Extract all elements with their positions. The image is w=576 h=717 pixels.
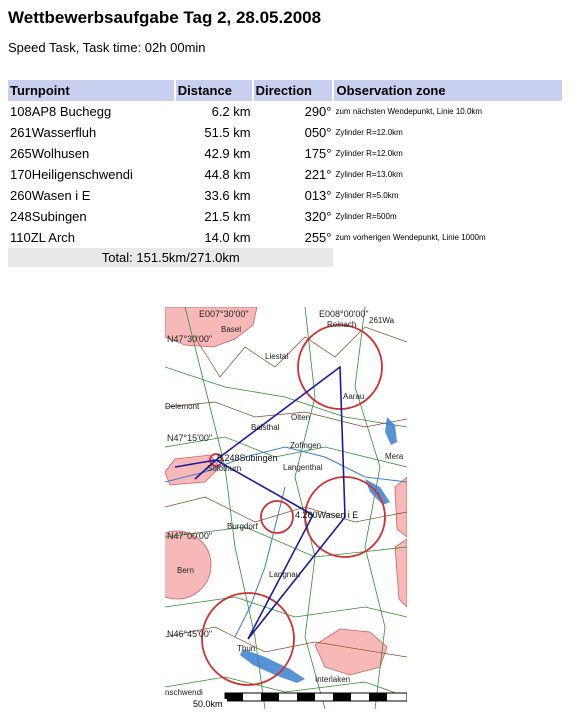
coord-label: N47°15'00" — [167, 433, 213, 443]
task-map — [165, 307, 407, 709]
scale-label: 50.0km — [193, 699, 223, 709]
border-line — [165, 402, 407, 427]
col-observation-zone: Observation zone — [333, 80, 563, 101]
table-row — [8, 164, 563, 185]
place-label: Delemont — [165, 402, 200, 411]
place-label: Zofingen — [290, 441, 322, 450]
scale-seg — [369, 693, 387, 701]
coord-label: E008°00'00" — [319, 309, 369, 319]
table-row — [8, 185, 563, 206]
scale-seg — [333, 693, 351, 701]
turnpoint-cell: 248Subingen — [10, 209, 87, 224]
zone-cell: Zylinder R=12.0km — [335, 128, 403, 137]
turnpoint-cell: 170Heiligenschwendi — [10, 167, 133, 182]
place-label: Balsthal — [251, 423, 280, 432]
coord-label: N47°30'00" — [167, 334, 213, 344]
zone-cell: Zylinder R=5.0km — [335, 191, 399, 200]
turnpoint-cell: 265Wolhusen — [10, 146, 90, 161]
distance-cell: 33.6 km — [204, 188, 251, 203]
place-label: Langenthal — [283, 463, 323, 472]
task-turnpoint-label: 4.260Wasen i E — [295, 510, 359, 520]
col-turnpoint: Turnpoint — [8, 80, 175, 101]
turnpoint-cell: 261Wasserfluh — [10, 125, 97, 140]
direction-cell: 013° — [304, 188, 332, 203]
distance-cell: 6.2 km — [211, 104, 251, 119]
place-label: Thun — [237, 644, 256, 653]
turnpoint-cell: 108AP8 Buchegg — [10, 104, 112, 119]
direction-cell: 050° — [304, 125, 332, 140]
turnpoint-table — [8, 80, 564, 267]
task-route — [175, 367, 345, 639]
zone-cell: Zylinder R=13.0km — [335, 170, 403, 179]
place-label: Bern — [177, 566, 194, 575]
turnpoint-cell: 110ZL Arch — [10, 230, 76, 245]
distance-cell: 14.0 km — [204, 230, 251, 245]
airspace-bern — [165, 531, 211, 599]
zone-cell: Zylinder R=12.0km — [335, 149, 403, 158]
scale-seg — [225, 693, 243, 701]
direction-cell: 290° — [304, 104, 332, 119]
coord-label: N47°00'00" — [167, 531, 213, 541]
total-row — [8, 248, 563, 267]
total-spacer — [333, 248, 563, 267]
place-label: nschwendi — [165, 688, 203, 697]
scale-seg — [261, 693, 279, 701]
distance-cell: 21.5 km — [204, 209, 251, 224]
distance-cell: 51.5 km — [204, 125, 251, 140]
direction-cell: 175° — [304, 146, 332, 161]
distance-cell: 42.9 km — [204, 146, 251, 161]
zone-cell: zum vorherigen Wendepunkt, Linie 1000m — [335, 233, 486, 242]
col-direction: Direction — [253, 80, 334, 101]
task-subtitle: Speed Task, Task time: 02h 00min — [8, 40, 206, 55]
task-map-svg — [165, 307, 407, 709]
place-label: Langnau — [269, 570, 301, 579]
place-label: Olten — [291, 413, 311, 422]
scale-seg — [297, 693, 315, 701]
col-distance: Distance — [175, 80, 253, 101]
table-row — [8, 101, 563, 122]
place-label: Interlaken — [315, 675, 351, 684]
zone-cell: Zylinder R=500m — [335, 212, 397, 221]
direction-cell: 221° — [304, 167, 332, 182]
coord-label: E007°30'00" — [199, 309, 249, 319]
table-row — [8, 122, 563, 143]
turnpoint-cell: 260Wasen i E — [10, 188, 91, 203]
place-label: Aarau — [343, 392, 365, 401]
page-title: Wettbewerbsaufgabe Tag 2, 28.05.2008 — [8, 8, 322, 27]
distance-cell: 44.8 km — [204, 167, 251, 182]
coord-label: N46°45'00" — [167, 629, 213, 639]
place-label: Solothurn — [207, 464, 242, 473]
direction-cell: 255° — [304, 230, 332, 245]
table-header-row — [8, 80, 563, 101]
place-label: Liestal — [265, 352, 289, 361]
table-row — [8, 206, 563, 227]
task-turnpoint-label: 5.248Subingen — [217, 453, 278, 463]
place-label: 261Wa — [369, 316, 395, 325]
place-label: Basel — [221, 325, 242, 334]
table-row — [8, 143, 563, 164]
lake-baldegg — [365, 479, 390, 505]
place-label: Reinach — [327, 320, 357, 329]
total-cell: Total: 151.5km/271.0km — [8, 248, 333, 267]
zone-cell: zum nächsten Wendepunkt, Linie 10.0km — [335, 107, 483, 116]
airspace-east — [395, 477, 407, 537]
place-label: Mera — [385, 452, 404, 461]
direction-cell: 320° — [304, 209, 332, 224]
table-row — [8, 227, 563, 248]
airspace-east-2 — [395, 539, 407, 607]
place-label: Burgdorf — [227, 522, 258, 531]
road — [165, 367, 407, 427]
